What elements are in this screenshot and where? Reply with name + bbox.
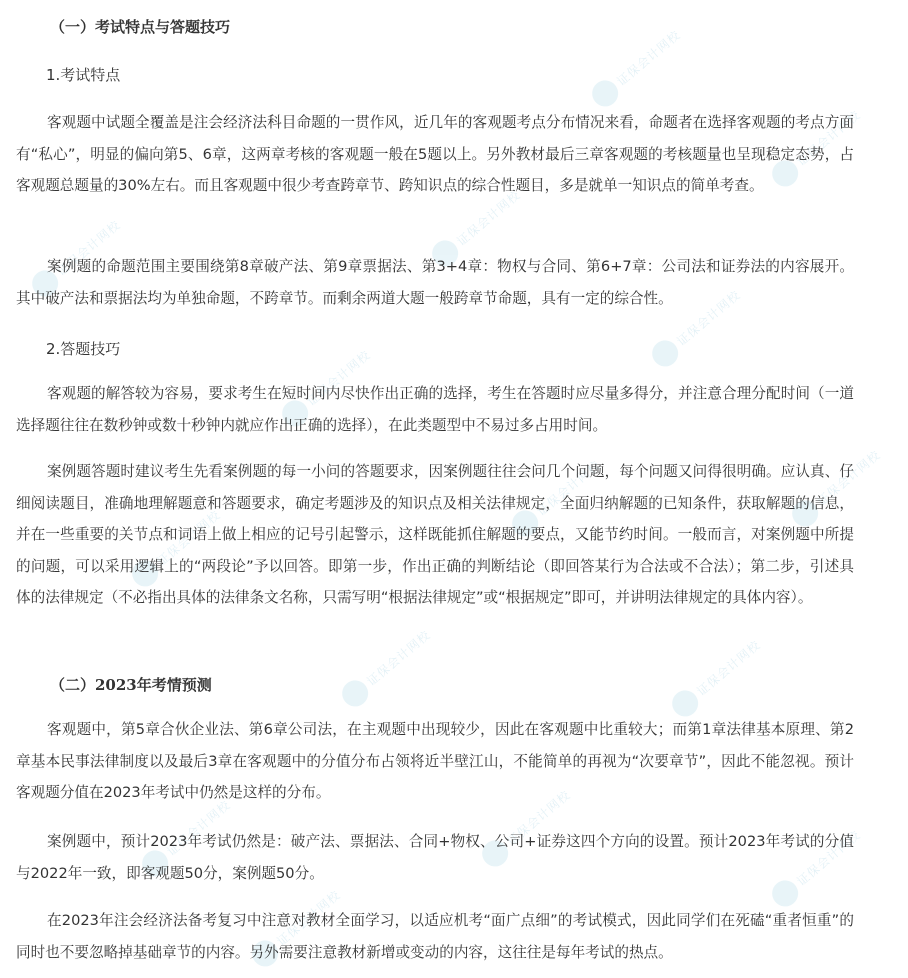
section-1-sub-1-title: 1.考试特点 <box>46 66 121 84</box>
paragraph-objective-tips: 客观题的解答较为容易，要求考生在短时间内尽快作出正确的选择，考生在答题时应尽量多得分，并注意合理分配时间（一道选择题往往在数秒钟或数十秒钟内就应作出正确的选择），在此类题型中不易过多占用时间。 <box>16 385 854 434</box>
paragraph-case-features: 案例题的命题范围主要围绕第8章破产法、第9章票据法、第3+4章：物权与合同、第6+7章：公司法和证券法的内容展开。其中破产法和票据法均为单独命题，不跨章节。而剩余两道大题一般跨章节命题，具有一定的综合性。 <box>16 258 854 307</box>
section-2-title: （二）2023年考情预测 <box>50 676 212 694</box>
paragraph-case-tips: 案例题答题时建议考生先看案例题的每一小问的答题要求，因案例题往往会问几个问题，每个问题又问得很明确。应认真、仔细阅读题目，准确地理解题意和答题要求，确定考题涉及的知识点及相关法律规定，全面归纳解题的已知条件，获取解题的信息，并在一些重要的关节点和词语上做上相应的记号引起警示，这样既能抓住解题的要点，又能节约时间。一般而言，对案例题中所提的问题，可以采用逻辑上的“两段论”予以回答。即第一步，作出正确的判断结论（即回答某行为合法或不合法）；第二步，引述具体的法律规定（不必指出具体的法律条文名称，只需写明“根据法律规定”或“根据规定”即可，并讲明法律规定的具体内容）。 <box>16 463 854 606</box>
section-1-sub-2-title: 2.答题技巧 <box>46 340 121 358</box>
watermark-text: 证保会计网校 <box>794 827 863 889</box>
watermark-text: 证保会计网校 <box>154 507 223 569</box>
watermark-text: 证保会计网校 <box>814 447 883 509</box>
section-1-title: （一）考试特点与答题技巧 <box>50 18 231 36</box>
watermark-text: 证保会计网校 <box>164 797 233 859</box>
watermark-text: 证保会计网校 <box>274 887 343 949</box>
watermark-text: 证保会计网校 <box>454 187 523 249</box>
watermark-text: 证保会计网校 <box>504 787 573 849</box>
paragraph-objective-forecast: 客观题中，第5章合伙企业法、第6章公司法，在主观题中出现较少，因此在客观题中比重较大；而第1章法律基本原理、第2章基本民事法律制度以及最后3章在客观题中的分值分布占领将近半壁江山，不能简单的再视为“次要章节”，因此不能忽视。预计客观题分值在2023年考试中仍然是这样的分布。 <box>16 721 854 801</box>
watermark-logo <box>582 3 707 117</box>
watermark-logo-icon <box>337 675 374 712</box>
watermark-text: 证保会计网校 <box>694 637 763 699</box>
watermark-text: 证保会计网校 <box>304 347 373 409</box>
watermark-text: 证保会计网校 <box>364 627 433 689</box>
watermark-text: 证保会计网校 <box>54 217 123 279</box>
watermark-text: 证保会计网校 <box>614 27 683 89</box>
watermark-text: 证保会计网校 <box>674 287 743 349</box>
watermark-logo <box>332 603 457 717</box>
watermark-logo <box>662 613 787 727</box>
paragraph-case-forecast: 案例题中，预计2023年考试仍然是：破产法、票据法、合同+物权、公司+证券这四个方向的设置。预计2023年考试的分值与2022年一致，即客观题50分，案例题50分。 <box>16 833 854 882</box>
watermark-text: 证保会计网校 <box>794 107 863 169</box>
watermark-text: 证保会计网校 <box>534 457 603 519</box>
watermark-logo-icon <box>647 335 684 372</box>
paragraph-study-advice: 在2023年注会经济法备考复习中注意对教材全面学习，以适应机考“面广点细”的考试模式，因此同学们在死磕“重者恒重”的同时也不要忽略掉基础章节的内容。另外需要注意教材新增或变动的内容，这往往是每年考试的热点。 <box>16 912 854 961</box>
paragraph-objective-features: 客观题中试题全覆盖是注会经济法科目命题的一贯作风，近几年的客观题考点分布情况来看，命题者在选择客观题的考点方面有“私心”，明显的偏向第5、6章，这两章考核的客观题一般在5题以上。另外教材最后三章客观题的考核题量也呈现稳定态势，占客观题总题量的30%左右。而且客观题中很少考查跨章节、跨知识点的综合性题目，多是就单一知识点的简单考查。 <box>16 114 854 194</box>
